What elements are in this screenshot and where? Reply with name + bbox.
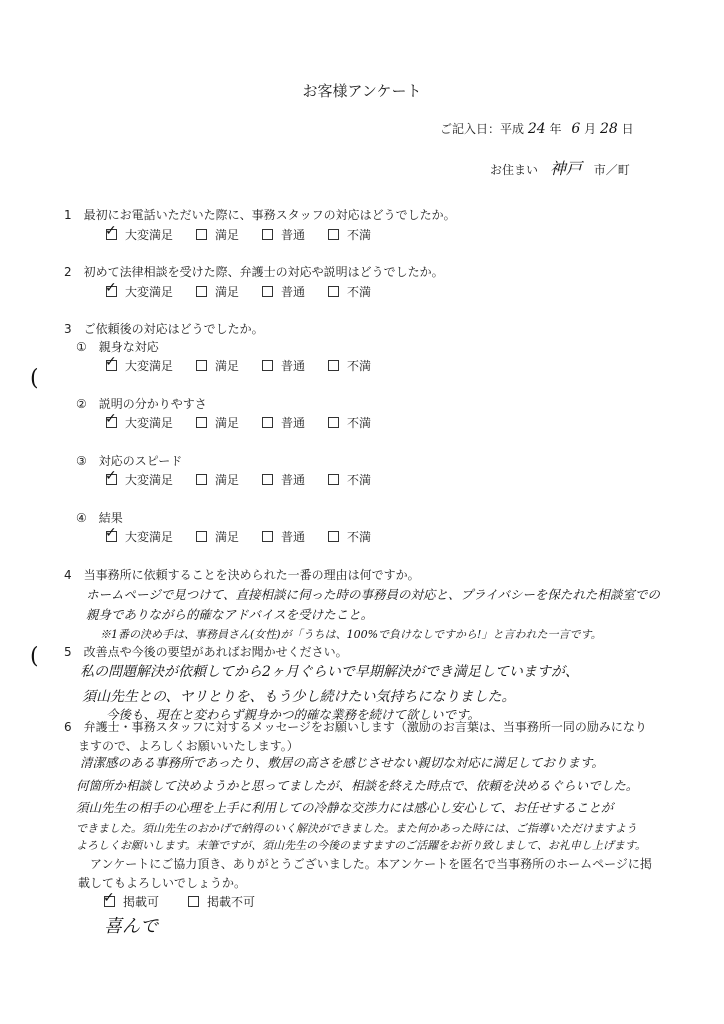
q1-option-average[interactable] [262,226,328,243]
question-2: 2 初めて法律相談を受けた際、弁護士の対応や説明はどうでしたか。 [64,265,444,279]
publish-options [104,893,278,910]
publish-allowed-option[interactable] [104,893,188,910]
checkbox-icon[interactable] [328,474,339,485]
address [490,156,630,179]
checkbox-icon[interactable] [328,531,339,542]
option-label: 満足 [215,285,240,299]
option-label: 不満 [347,359,372,373]
q3-3-option-very-satisfied[interactable] [106,471,196,488]
q3-sub-1-options [106,357,394,374]
option-label: 普通 [281,359,306,373]
q3-4-option-unsatisfied[interactable] [328,528,394,545]
option-label: 普通 [281,530,306,544]
checkbox-checked-icon[interactable] [106,531,117,542]
q2-option-unsatisfied[interactable] [328,283,394,300]
q3-sub-2-label: ② 説明の分かりやすさ [76,397,207,411]
q6-answer-line-3: 須山先生の相手の心理を上手に利用しての冷静な交渉力には感心し安心して、お任せすることが [76,800,614,815]
q5-answer-line-1: 私の問題解決が依頼してから2ヶ月ぐらいで早期解決ができ満足していますが、 [80,664,579,680]
q6-answer-line-4: できました。須山先生のおかげで納得のいく解決ができました。また何かあった時には、ご指導いただけますよう [76,822,637,835]
q5-answer-line-2: 須山先生との、ヤリとりを、もう少し続けたい気持ちになりました。 [82,689,516,705]
q3-sub-3-options [106,471,394,488]
q3-2-option-average[interactable] [262,414,328,431]
option-label: 大変満足 [125,416,174,430]
checkbox-checked-icon[interactable] [106,286,117,297]
q3-sub-4-options [106,528,394,545]
checkbox-icon[interactable] [196,474,207,485]
checkbox-icon[interactable] [328,417,339,428]
q1-option-very-satisfied[interactable] [106,226,196,243]
q3-1-option-average[interactable] [262,357,328,374]
q1-option-unsatisfied[interactable] [328,226,394,243]
q3-3-option-average[interactable] [262,471,328,488]
q4-answer-line-3: ※1番の決め手は、事務員さん(女性)が「うちは、100%で負けなしですから!」と言われた一言です。 [100,628,602,641]
option-label: 不満 [347,228,372,242]
q3-3-option-satisfied[interactable] [196,471,262,488]
question-4: 4 当事務所に依頼することを決められた一番の理由は何ですか。 [64,568,420,582]
checkbox-checked-icon[interactable] [104,896,115,907]
q3-sub-3-label: ③ 対応のスピード [76,454,183,468]
checkbox-icon[interactable] [328,229,339,240]
checkbox-icon[interactable] [188,896,199,907]
margin-mark: ( [30,366,39,391]
checkbox-icon[interactable] [262,474,273,485]
q3-sub-1-label: ① 親身な対応 [76,340,159,354]
address-label: お住まい [490,163,539,177]
date-label: ご記入日：平成 [440,122,525,136]
question-5: 5 改善点や今後の要望があればお聞かせください。 [64,645,348,659]
option-label: 不満 [347,285,372,299]
question-6: 6 弁護士・事務スタッフに対するメッセージをお願いします（激励のお言葉は、当事務所一同の励みになり [64,720,647,734]
checkbox-icon[interactable] [262,531,273,542]
option-label: 普通 [281,228,306,242]
checkbox-icon[interactable] [328,286,339,297]
q3-2-option-satisfied[interactable] [196,414,262,431]
q5-answer-line-3: 今後も、現在と変わらず親身かつ的確な業務を続けて欲しいです。 [106,707,481,722]
date-day: 28 [599,121,618,137]
checkbox-icon[interactable] [196,286,207,297]
q4-answer-line-2: 親身でありながら的確なアドバイスを受けたこと。 [86,607,374,622]
q6-answer-line-1: 清潔感のある事務所であったり、敷居の高さを感じさせない親切な対応に満足しております。 [80,755,604,770]
checkbox-checked-icon[interactable] [106,417,117,428]
option-label: 大変満足 [125,473,174,487]
q3-2-option-very-satisfied[interactable] [106,414,196,431]
checkbox-icon[interactable] [262,286,273,297]
checkbox-icon[interactable] [262,417,273,428]
checkbox-icon[interactable] [196,360,207,371]
q3-1-option-satisfied[interactable] [196,357,262,374]
q3-1-option-very-satisfied[interactable] [106,357,196,374]
date-month: 6 [571,121,581,137]
handwritten-note: 喜んで [104,916,158,937]
checkbox-checked-icon[interactable] [106,360,117,371]
option-label: 不満 [347,530,372,544]
publish-not-allowed-option[interactable] [188,893,278,910]
q3-3-option-unsatisfied[interactable] [328,471,394,488]
checkbox-icon[interactable] [262,229,273,240]
margin-mark: ( [30,644,39,669]
q2-option-very-satisfied[interactable] [106,283,196,300]
checkbox-icon[interactable] [196,531,207,542]
checkbox-icon[interactable] [196,229,207,240]
option-label: 満足 [215,530,240,544]
date-year: 24 [527,121,546,137]
q6-answer-line-2: 何箇所か相談して決めようかと思ってましたが、相談を終えた時点で、依頼を決めるぐらいでした。 [76,778,639,793]
checkbox-icon[interactable] [262,360,273,371]
option-label: 掲載可 [123,895,160,909]
option-label: 不満 [347,416,372,430]
q3-sub-4-label: ④ 結果 [76,511,123,525]
checkbox-checked-icon[interactable] [106,229,117,240]
option-label: 普通 [281,473,306,487]
option-label: 大変満足 [125,285,174,299]
q3-4-option-satisfied[interactable] [196,528,262,545]
q4-answer-line-1: ホームページで見つけて、直接相談に伺った時の事務員の対応と、プライバシーを保たれた相談室での [86,587,660,602]
option-label: 満足 [215,473,240,487]
address-city: 神戸 [549,159,582,178]
checkbox-icon[interactable] [196,417,207,428]
option-label: 満足 [215,228,240,242]
q3-4-option-average[interactable] [262,528,328,545]
date-month-unit: 月 [584,122,597,136]
option-label: 普通 [281,285,306,299]
checkbox-icon[interactable] [328,360,339,371]
q1-option-satisfied[interactable] [196,226,262,243]
date-day-unit: 日 [621,122,634,136]
option-label: 不満 [347,473,372,487]
q2-option-average[interactable] [262,283,328,300]
q2-options [106,283,394,300]
q2-option-satisfied[interactable] [196,283,262,300]
page-title: お客様アンケート [302,82,422,100]
question-3: 3 ご依頼後の対応はどうでしたか。 [64,322,264,336]
q3-2-option-unsatisfied[interactable] [328,414,394,431]
checkbox-checked-icon[interactable] [106,474,117,485]
q3-1-option-unsatisfied[interactable] [328,357,394,374]
address-suffix: 市／町 [593,163,630,177]
date-year-unit: 年 [549,122,562,136]
option-label: 満足 [215,416,240,430]
question-1: 1 最初にお電話いただいた際に、事務スタッフの対応はどうでしたか。 [64,208,456,222]
closing-line-2: 載してもよろしいでしょうか。 [78,876,247,890]
closing-line-1: アンケートにご協力頂き、ありがとうございました。本アンケートを匿名で当事務所のホームページに掲 [90,857,652,871]
option-label: 大変満足 [125,359,174,373]
q6-answer-line-5: よろしくお願いします。末筆ですが、須山先生の今後のますますのご活躍をお祈り致しまして、お礼申し上げます。 [76,839,647,852]
entry-date [440,120,634,137]
option-label: 掲載不可 [207,895,256,909]
option-label: 普通 [281,416,306,430]
option-label: 大変満足 [125,228,174,242]
q3-4-option-very-satisfied[interactable] [106,528,196,545]
option-label: 満足 [215,359,240,373]
option-label: 大変満足 [125,530,174,544]
question-6-continued: ますので、よろしくお願いいたします。） [78,739,299,753]
q1-options [106,226,394,243]
q3-sub-2-options [106,414,394,431]
